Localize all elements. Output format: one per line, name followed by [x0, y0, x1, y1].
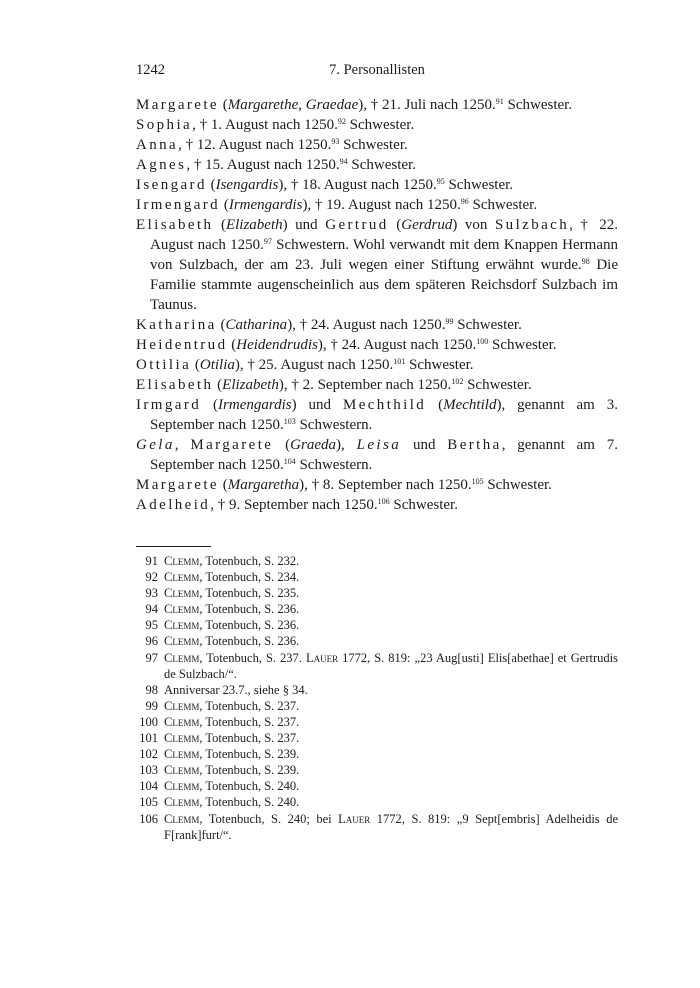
text-run: , † 1. August nach 1250. [192, 117, 338, 133]
footnote-number: 104 [139, 779, 158, 794]
footnote [136, 762, 618, 778]
person-name: Margarete [136, 97, 219, 113]
text-run: Schwestern. [295, 417, 373, 433]
author-name: Clemm [164, 554, 200, 568]
text-run: ), † 2. September nach 1250. [278, 377, 452, 393]
footnote-text [164, 601, 618, 617]
text-run: , Totenbuch, S. 236. [199, 634, 300, 649]
footnote [136, 585, 618, 601]
author-name: Clemm [164, 618, 200, 633]
section-title: 7. Personallisten [329, 62, 425, 78]
person-list [136, 95, 618, 515]
latin-name: Margarethe [227, 97, 299, 113]
latin-name: Elizabeth [225, 217, 283, 233]
author-name: Clemm [164, 650, 200, 665]
footnote-number: 102 [139, 747, 158, 762]
footnote-text [164, 746, 618, 762]
person-entry [136, 475, 618, 495]
text-run: , Totenbuch, S. 237. [199, 714, 300, 729]
footnote-ref: 102 [451, 377, 464, 386]
text-run: ( [227, 337, 237, 353]
footnote-ref: 96 [460, 197, 469, 206]
person-name: Adelheid [136, 497, 211, 513]
latin-name: Isengardis [215, 177, 279, 193]
footnote-text [164, 569, 618, 585]
text-run: Schwester. [453, 317, 522, 333]
text-run: Schwester. [405, 357, 474, 373]
footnote [136, 778, 618, 794]
text-run: ( [213, 217, 226, 233]
text-run: Schwester. [339, 137, 408, 153]
footnote-number: 101 [139, 731, 158, 746]
footnote-text [164, 730, 618, 746]
text-run: Schwester. [444, 177, 514, 193]
text-run: , Totenbuch, S. 240. [199, 779, 300, 794]
text-run: ( [206, 177, 216, 193]
person-name: Margarete [190, 437, 274, 453]
footnote-number: 91 [145, 554, 158, 568]
text-run: ( [213, 377, 223, 393]
footnote-ref: 99 [445, 317, 454, 326]
person-name: Agnes [136, 157, 187, 173]
footnote-text [164, 794, 618, 810]
text-run: , Totenbuch, S. 237. [199, 731, 300, 746]
author-name: Clemm [164, 698, 200, 713]
footnotes [136, 553, 618, 843]
footnote-text [164, 585, 618, 601]
footnote-number: 98 [145, 682, 158, 697]
footnote-number: 95 [145, 618, 158, 633]
footnote-ref: 100 [476, 337, 489, 346]
latin-name: Irmengardis [218, 397, 292, 413]
footnote-text [164, 617, 618, 633]
text-run: , genannt am 7. September nach 1250. [150, 437, 619, 473]
footnote-ref: 104 [283, 457, 296, 466]
text-run: Schwester. [463, 377, 532, 393]
person-name: Irmengard [136, 197, 221, 213]
latin-name: Irmengardis [228, 197, 303, 213]
person-entry [136, 135, 618, 155]
person-name: Elisabeth [136, 377, 214, 393]
author-name: Clemm [164, 763, 200, 778]
footnote [136, 730, 618, 746]
text-run: 1772, S. 819: „23 Aug[usti] Elis[abethae] et Gertrudis de Sulzbach/“. [164, 650, 618, 681]
footnote-ref: 106 [377, 497, 390, 506]
text-run: ), † 24. August nach 1250. [317, 337, 477, 353]
person-name: Gertrud [325, 217, 389, 233]
footnote-ref: 91 [495, 97, 504, 106]
person-name: Isengard [136, 177, 207, 193]
footnote [136, 633, 618, 649]
footnote-text [164, 778, 618, 794]
footnote-text [164, 682, 618, 698]
footnote [136, 601, 618, 617]
text-run: ), † 24. August nach 1250. [287, 317, 446, 333]
footnote [136, 794, 618, 810]
text-run: ( [201, 397, 219, 413]
text-run: , Totenbuch, S. 234. [199, 570, 300, 585]
text-run: , Totenbuch, S. 239. [199, 747, 300, 762]
latin-name: Gerdrud [401, 217, 453, 233]
person-name: Leisa [356, 437, 402, 453]
footnote-ref: 94 [339, 157, 348, 166]
footnote-number: 92 [145, 570, 158, 585]
footnote-number: 103 [139, 763, 158, 778]
text-run: ), † 8. September nach 1250. [299, 477, 472, 493]
text-run: ) und [282, 217, 326, 233]
person-name: Mechthild [342, 397, 427, 413]
text-run: und [401, 437, 448, 453]
person-entry [136, 215, 618, 315]
footnote-number: 106 [139, 811, 158, 826]
text-run: , † 9. September nach 1250. [210, 497, 378, 513]
person-entry [136, 335, 618, 355]
text-run: ( [273, 437, 291, 453]
author-name: Clemm [164, 634, 200, 649]
text-run: Schwester. [483, 477, 552, 493]
latin-name: Otilia [199, 357, 235, 373]
text-run: ( [218, 477, 228, 493]
footnote-text [164, 650, 618, 682]
footnote [136, 617, 618, 633]
footnote-number: 96 [145, 634, 158, 649]
author-name: Clemm [164, 714, 200, 729]
person-entry [136, 95, 618, 115]
text-run: ( [218, 97, 228, 113]
footnote-number: 97 [145, 650, 158, 665]
person-entry [136, 395, 618, 435]
text-run: , Totenbuch, S. 240. [199, 795, 300, 810]
person-entry [136, 195, 618, 215]
text-run: , Totenbuch, S. 237. [199, 650, 306, 665]
text-run: ), † 21. Juli nach 1250. [358, 97, 496, 113]
text-run: ) und [291, 397, 343, 413]
footnote [136, 569, 618, 585]
footnote-number: 105 [139, 795, 158, 810]
text-run: , Totenbuch, S. 240; bei [199, 811, 339, 826]
footnote-ref: 103 [283, 417, 296, 426]
footnote-number: 93 [145, 586, 158, 601]
footnote-text [164, 714, 618, 730]
page-number: 1242 [136, 62, 165, 78]
footnote-ref: 105 [471, 477, 484, 486]
person-name: Sulzbach [494, 217, 570, 233]
author-name: Clemm [164, 811, 200, 826]
footnote-ref: 93 [331, 137, 340, 146]
person-name: Bertha [447, 437, 502, 453]
text-run: , Totenbuch, S. 232. [199, 554, 300, 568]
footnote [136, 553, 618, 569]
person-name: Irmgard [136, 397, 202, 413]
latin-name: Margaretha [227, 477, 300, 493]
person-entry [136, 435, 618, 475]
author-name: Clemm [164, 731, 200, 746]
person-entry [136, 495, 618, 515]
text-run: Schwester. [488, 337, 557, 353]
text-run: ( [388, 217, 402, 233]
person-entry [136, 115, 618, 135]
author-name: Clemm [164, 602, 200, 617]
text-run: ( [216, 317, 226, 333]
text-run: ), [336, 437, 357, 453]
text-run: Schwestern. Wohl verwandt mit dem Knappen Hermann von Sulzbach, der am 23. Juli wegen einer Stiftung erwähnt wurde. [150, 237, 618, 273]
text-run: Schwester. [347, 157, 416, 173]
text-run: ( [191, 357, 200, 373]
running-header [136, 62, 618, 82]
footnote [136, 698, 618, 714]
text-run: ), genannt am 3. September nach 1250. [150, 397, 618, 433]
latin-name: Graeda [290, 437, 336, 453]
text-run: ) von [452, 217, 495, 233]
footnote [136, 811, 618, 843]
person-name: Heidentrud [136, 337, 228, 353]
text-run: , † 12. August nach 1250. [178, 137, 332, 153]
person-entry [136, 375, 618, 395]
text-run: Anniversar 23.7., siehe § 34. [164, 682, 308, 697]
author-name: Clemm [164, 779, 200, 794]
author-name: Clemm [164, 747, 200, 762]
text-run: Schwester. [345, 117, 415, 133]
footnote [136, 714, 618, 730]
text-run: 1772, S. 819: „9 Sept[embris] Adelheidis de F[rank]furt/“. [164, 811, 618, 842]
footnote [136, 650, 618, 682]
person-name: Elisabeth [136, 217, 214, 233]
person-name: Anna [136, 137, 179, 153]
text-run: , Totenbuch, S. 236. [199, 602, 300, 617]
person-name: Sophia [136, 117, 193, 133]
person-entry [136, 355, 618, 375]
text-run: , [298, 97, 306, 113]
text-run: ), † 25. August nach 1250. [234, 357, 394, 373]
footnote-text [164, 762, 618, 778]
person-entry [136, 155, 618, 175]
latin-name: Graedae [305, 97, 359, 113]
footnote-separator [136, 546, 211, 547]
latin-name: Elizabeth [222, 377, 279, 393]
author-name: Lauer [305, 650, 339, 665]
text-run: ), † 18. August nach 1250. [278, 177, 437, 193]
footnote-number: 99 [145, 698, 158, 713]
footnote-ref: 98 [581, 257, 590, 266]
text-run: Schwestern. [295, 457, 373, 473]
footnote-number: 94 [145, 602, 158, 617]
text-run: Schwester. [468, 197, 538, 213]
author-name: Lauer [338, 811, 371, 826]
person-entry [136, 175, 618, 195]
footnote-ref: 95 [436, 177, 445, 186]
footnote-number: 100 [139, 714, 158, 729]
latin-name: Catharina [225, 317, 288, 333]
person-entry [136, 315, 618, 335]
footnote [136, 746, 618, 762]
text-run: Schwester. [503, 97, 573, 113]
person-name: Katharina [136, 317, 217, 333]
latin-name: Mechtild [443, 397, 497, 413]
footnote-ref: 101 [393, 357, 406, 366]
text-run: Die Familie stammte augenscheinlich aus dem späteren Reichsdorf Sulzbach im Taunus. [150, 257, 618, 313]
author-name: Clemm [164, 570, 200, 585]
author-name: Clemm [164, 586, 200, 601]
latin-name: Heidendrudis [236, 337, 318, 353]
author-name: Clemm [164, 795, 200, 810]
text-run: , Totenbuch, S. 236. [199, 618, 300, 633]
text-run: , [174, 437, 191, 453]
text-run: , Totenbuch, S. 235. [199, 586, 300, 601]
person-name: Margarete [136, 477, 219, 493]
footnote-ref: 92 [337, 117, 346, 126]
footnote-text [164, 698, 618, 714]
text-run: ( [220, 197, 229, 213]
person-name: Gela [136, 437, 175, 453]
text-run: , † 22. August nach 1250. [150, 217, 619, 253]
person-name: Ottilia [136, 357, 192, 373]
text-run: , Totenbuch, S. 239. [199, 763, 300, 778]
footnote-text [164, 811, 618, 843]
text-run: ( [426, 397, 444, 413]
text-run: ), † 19. August nach 1250. [302, 197, 461, 213]
text-run: , † 15. August nach 1250. [186, 157, 340, 173]
footnote [136, 682, 618, 698]
footnote-ref: 97 [263, 237, 272, 246]
text-run: Schwester. [389, 497, 458, 513]
footnote-text [164, 553, 618, 569]
footnote-text [164, 633, 618, 649]
text-run: , Totenbuch, S. 237. [199, 698, 300, 713]
